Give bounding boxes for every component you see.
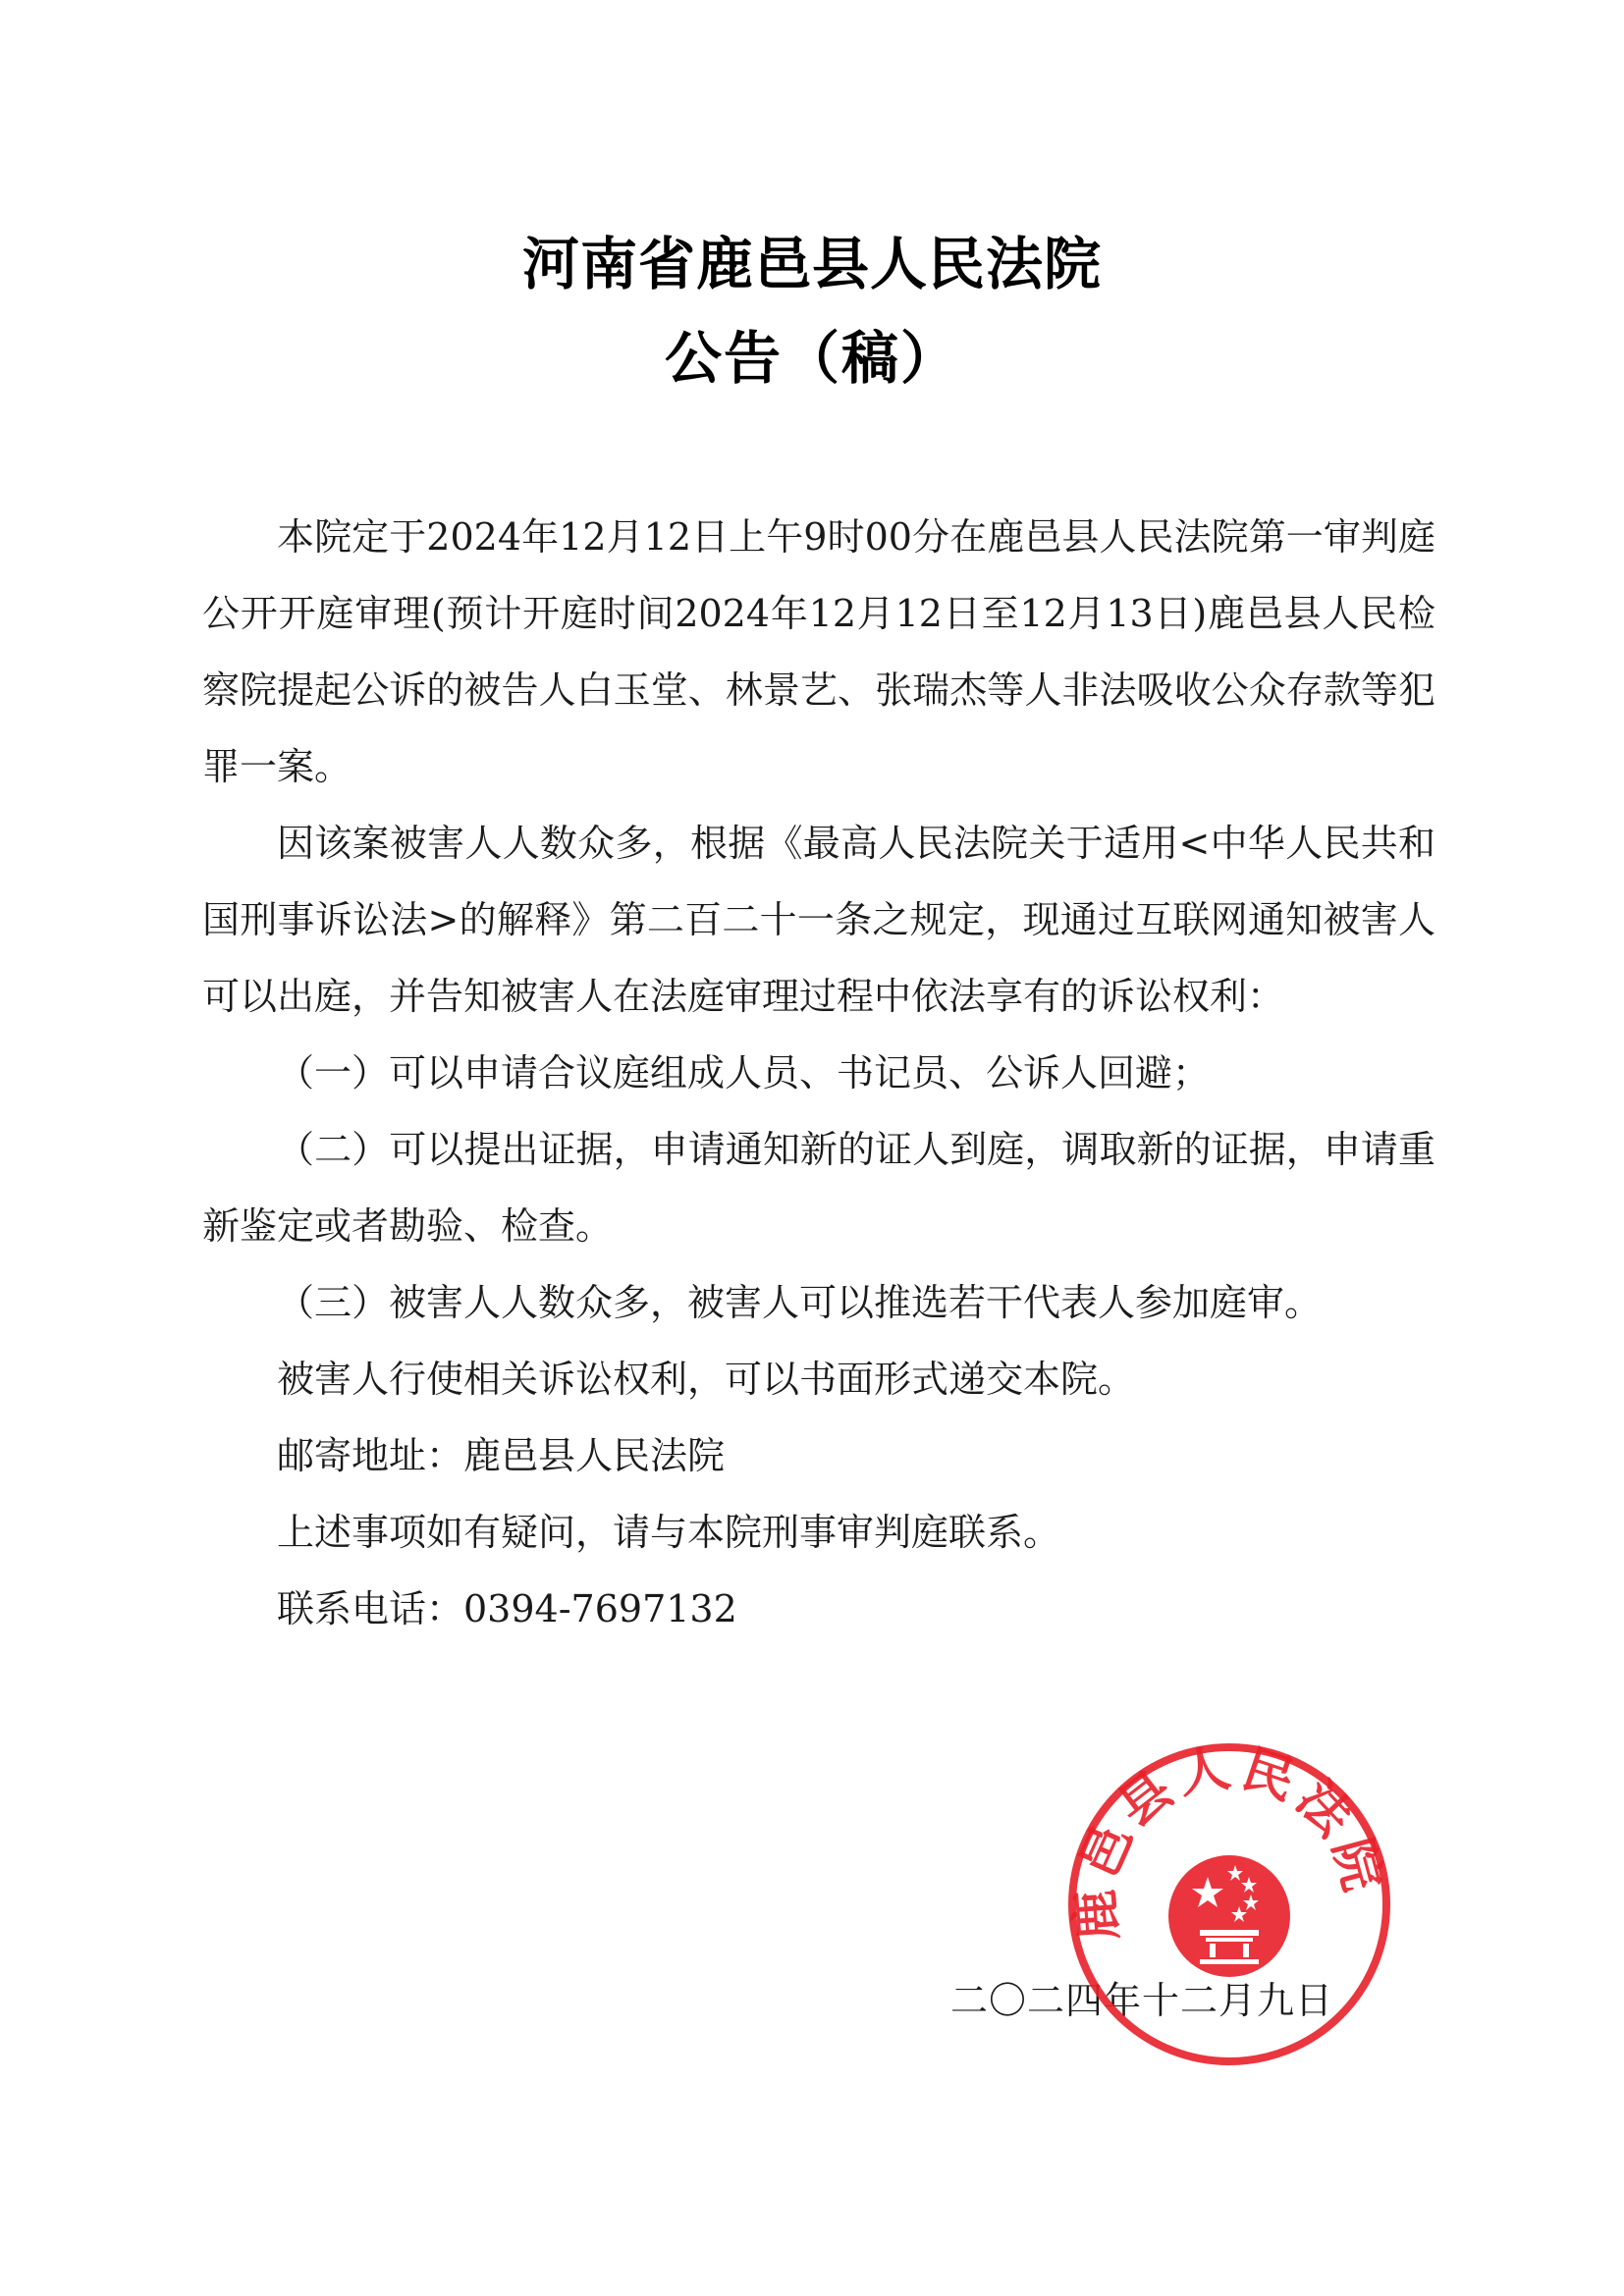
mailing-address: 邮寄地址：鹿邑县人民法院 [277, 1434, 726, 1477]
national-emblem-icon [1168, 1855, 1290, 1977]
court-name-title: 河南省鹿邑县人民法院 [521, 231, 1102, 297]
paragraph-submission: 被害人行使相关诉讼权利，可以书面形式递交本院。 [277, 1358, 1136, 1401]
paragraph-hearing-notice: 本院定于2024年12月12日上午9时00分在鹿邑县人民法院第一审判庭公开开庭审理(预计开庭时间2024年12月12日至12月13日)鹿邑县人民检察院提起公诉的被告人白玉堂、林景艺、张瑞杰等人非法吸收公众存款等犯罪一案。 [202, 515, 1435, 788]
announcement-title: 公告（稿） [664, 325, 959, 392]
contact-phone: 联系电话：0394-7697132 [277, 1587, 737, 1630]
right-item-2: （二）可以提出证据，申请通知新的证人到庭，调取新的证据，申请重新鉴定或者勘验、检查。 [202, 1128, 1435, 1248]
right-item-1: （一）可以申请合议庭组成人员、书记员、公诉人回避； [277, 1051, 1211, 1095]
right-item-3: （三）被害人人数众多，被害人可以推选若干代表人参加庭审。 [277, 1281, 1323, 1324]
paragraph-inquiry: 上述事项如有疑问，请与本院刑事审判庭联系。 [277, 1511, 1061, 1554]
court-seal-stamp [1062, 1737, 1396, 2071]
announcement-body [202, 499, 1435, 1647]
seal-text: 鹿邑县人民法院 [1064, 1737, 1394, 1944]
announcement-date: 二〇二四年十二月九日 [950, 1979, 1334, 2022]
paragraph-legal-basis: 因该案被害人人数众多，根据《最高人民法院关于适用<中华人民共和国刑事诉讼法>的解释》第二百二十一条之规定，现通过互联网通知被害人可以出庭，并告知被害人在法庭审理过程中依法享有的诉讼权利： [202, 822, 1435, 1018]
